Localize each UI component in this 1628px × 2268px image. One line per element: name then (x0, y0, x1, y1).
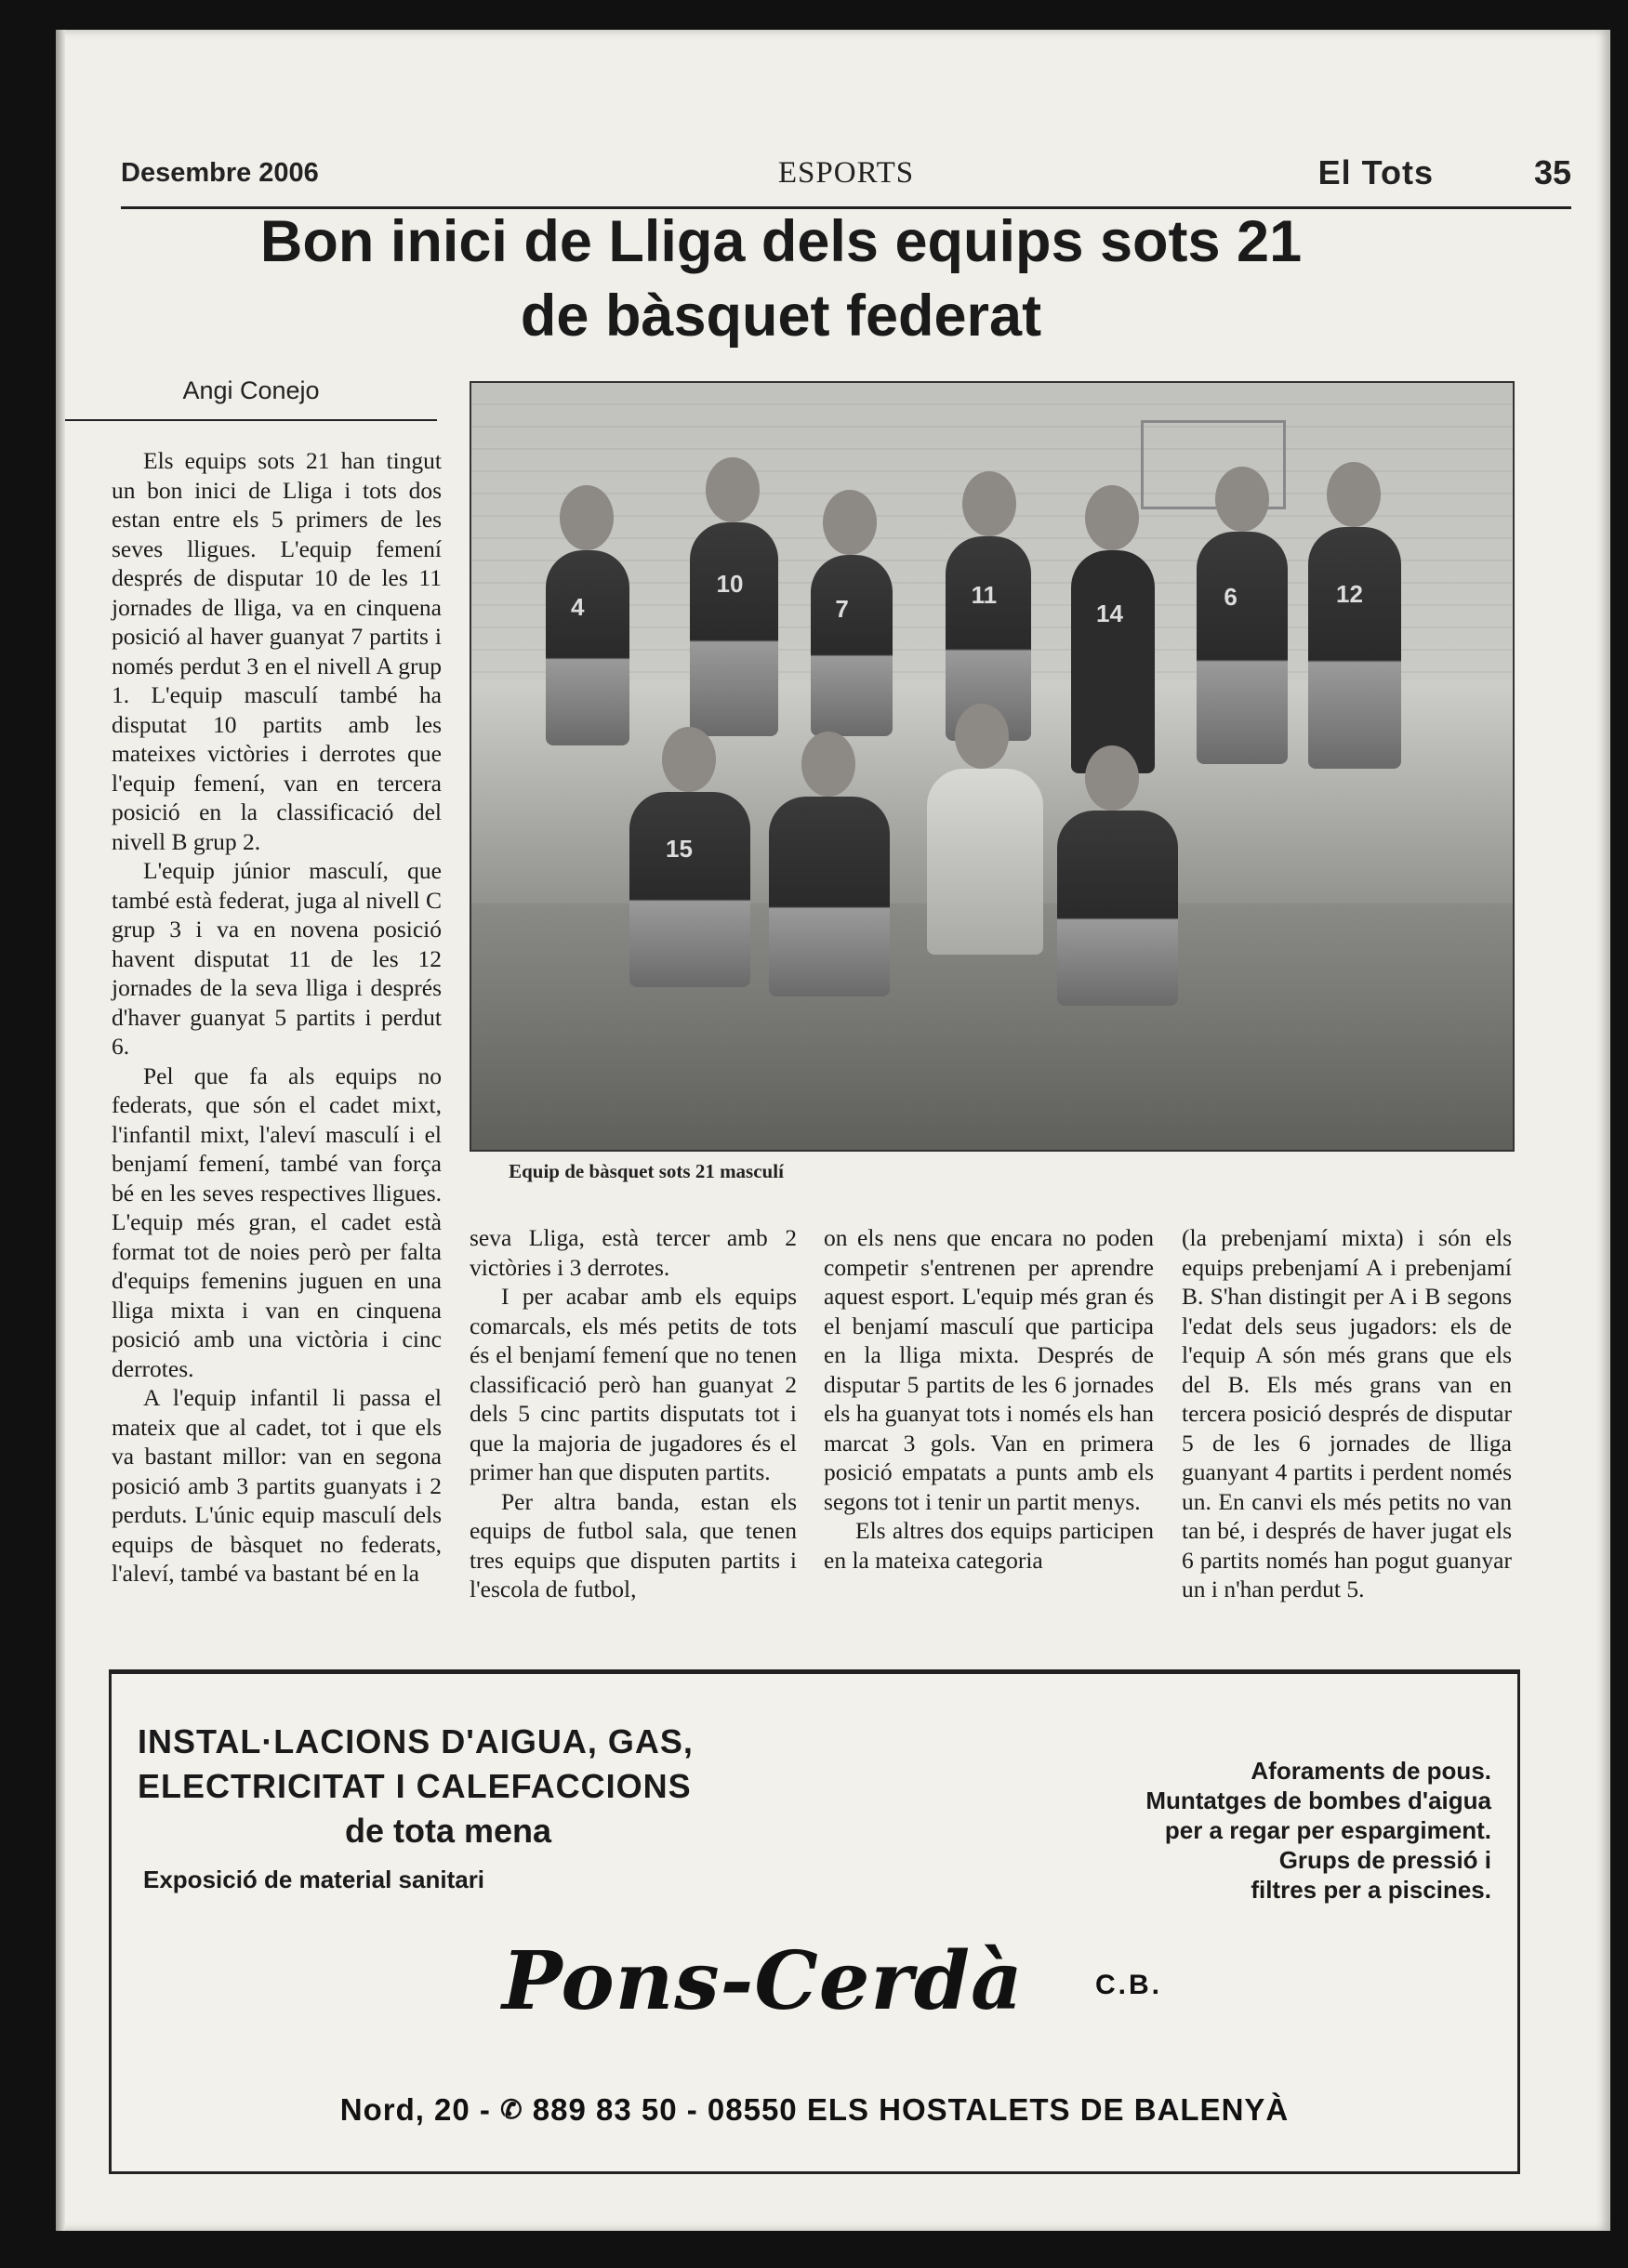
coach-figure (927, 769, 1043, 955)
paragraph: Pel que fa als equips no federats, que són el cadet mixt, l'infantil mixt, l'aleví masculí i el benjamí femení, també van força bé en les seves respectives lligues. L'equip més gran, el cadet està format tot de noies però per falta d'equips femenins juguen en una lliga mixta i van en cinquena posició amb una victòria i cinc derrotes. (112, 1061, 442, 1382)
player-head (706, 457, 760, 522)
article-headline (167, 204, 1395, 353)
ad-line-2: ELECTRICITAT I CALEFACCIONS (138, 1767, 692, 1805)
ad-line-3: de tota mena (344, 1812, 552, 1850)
ad-logo: Pons-Cerdà (502, 1934, 1024, 2028)
article-column-1 (112, 446, 442, 1589)
jersey-number: 11 (971, 581, 998, 610)
article-column-4 (1182, 1223, 1512, 1604)
paragraph: (la prebenjamí mixta) i són els equips prebenjamí A i prebenjamí B. S'han distingit per A i B segons l'edat dels seus jugadors: els de l'equip A són més grans que els del B. Els més grans van en tercera posició després de disputar 5 de les 6 jornades de lliga guanyant 4 partits i perdent només un. En canvi els més petits no van tan bé, i després de haver jugat els 6 partits només han pogut guanyar un i n'han perdut 5. (1182, 1224, 1512, 1602)
paragraph: Els altres dos equips participen en la mateixa categoria (824, 1517, 1154, 1574)
ad-service: Muntatges de bombes d'aigua (1145, 1787, 1491, 1814)
ad-line-1: INSTAL·LACIONS D'AIGUA, GAS, (138, 1722, 694, 1760)
paragraph: Els equips sots 21 han tingut un bon inici de Lliga i tots dos estan entre els 5 primers de les seves lligues. L'equip femení després de disputar 10 de les 11 jornades de lliga, va en cinquena posició al haver guanyat 7 partits i només perdut 3 en el nivell A grup 1. L'equip masculí també ha disputat 10 partits amb les mateixes victòries i derrotes que l'equip femení, van en tercera posició en la classificació del nivell B grup 2. (112, 447, 442, 855)
page-spine (56, 30, 65, 2231)
player-head (823, 490, 877, 555)
advertisement (109, 1669, 1520, 2174)
paragraph: I per acabar amb els equips comarcals, els més petits de tots és el benjamí femení que no tenen classificació però han guanyat 2 dels 5 cinc partits disputats tot i que la majoria de jugadores és el primer han que disputen partits. (470, 1283, 797, 1485)
player-head (1085, 745, 1139, 811)
paragraph: Per altra banda, estan els equips de futbol sala, que tenen tres equips que disputen partits i l'escola de futbol, (470, 1487, 797, 1602)
paragraph: seva Lliga, està tercer amb 2 victòries i 3 derrotes. (470, 1224, 797, 1281)
paragraph: A l'equip infantil li passa el mateix que al cadet, tot i que els va bastant millor: van en segona posició amb 3 partits guanyats i 2 perduts. L'únic equip masculí dels equips de bàsquet no federats, l'aleví, també va bastant bé en la (112, 1384, 442, 1587)
player-figure (690, 522, 778, 736)
ad-services (1045, 1756, 1491, 1905)
player-figure (1197, 532, 1288, 764)
player-figure (1308, 527, 1401, 769)
ad-town: - 08550 ELS HOSTALETS DE BALENYÀ (686, 2092, 1290, 2127)
header-page-number: 35 (1533, 153, 1571, 191)
player-head (1327, 462, 1381, 527)
ad-address (112, 2092, 1517, 2128)
jersey-number: 4 (571, 593, 585, 622)
article-column-2 (470, 1223, 797, 1604)
jersey-number: 15 (666, 835, 693, 864)
player-head (801, 732, 855, 797)
player-head (1215, 467, 1269, 532)
paragraph: L'equip júnior masculí, que també està federat, juga al nivell C grup 3 i va en novena posició havent disputat 11 de les 12 jornades de la seva lliga i després d'haver guanyat 5 partits i perdut 6. (112, 857, 442, 1060)
ad-service: per a regar per espargiment. (1164, 1816, 1491, 1844)
coach-head (955, 704, 1009, 769)
jersey-number: 10 (716, 569, 744, 598)
jersey-number: 6 (1224, 583, 1238, 611)
photo-caption: Equip de bàsquet sots 21 masculí (509, 1160, 784, 1182)
header-section: ESPORTS (777, 156, 915, 190)
player-head (962, 471, 1016, 536)
player-figure (546, 550, 629, 745)
ad-service: filtres per a piscines. (1251, 1876, 1491, 1904)
ad-logo-suffix: C.B. (1095, 1970, 1162, 2000)
paragraph: on els nens que encara no poden competir s'entrenen per aprendre aquest esport. L'equip més gran és el benjamí masculí que participa en la lliga mixta. Després de disputar 5 partits de les 6 jornades els ha guanyat tots i només els han marcat 3 gols. Van en primera posició empatats a punts amb els segons tot i tenir un partit menys. (824, 1224, 1154, 1515)
headline-line-1: Bon inici de Lliga dels equips sots 21 (259, 209, 1303, 274)
telephone-icon: ✆ (500, 2095, 523, 2124)
ad-service: Aforaments de pous. (1251, 1757, 1491, 1785)
player-figure (811, 555, 893, 736)
ad-service: Grups de pressió i (1278, 1846, 1491, 1874)
header-date: Desembre 2006 (121, 158, 319, 188)
ad-line-4: Exposició de material sanitari (143, 1866, 485, 1893)
player-figure (769, 797, 890, 996)
jersey-number: 7 (835, 594, 849, 623)
jersey-number: 14 (1096, 599, 1123, 627)
byline: Angi Conejo (65, 376, 437, 421)
header-publication: El Tots (1317, 153, 1434, 191)
page-header (121, 123, 1571, 209)
player-head (1085, 485, 1139, 550)
ad-street: Nord, 20 - (339, 2092, 491, 2127)
jersey-number: 12 (1336, 580, 1363, 609)
team-photo (470, 381, 1515, 1152)
player-figure (1071, 550, 1155, 773)
article-column-3 (824, 1223, 1154, 1575)
player-head (560, 485, 614, 550)
player-figure (629, 792, 750, 987)
player-figure (1057, 811, 1178, 1006)
ad-phone: 889 83 50 (532, 2092, 678, 2127)
headline-line-2: de bàsquet federat (520, 284, 1042, 349)
player-head (662, 727, 716, 792)
